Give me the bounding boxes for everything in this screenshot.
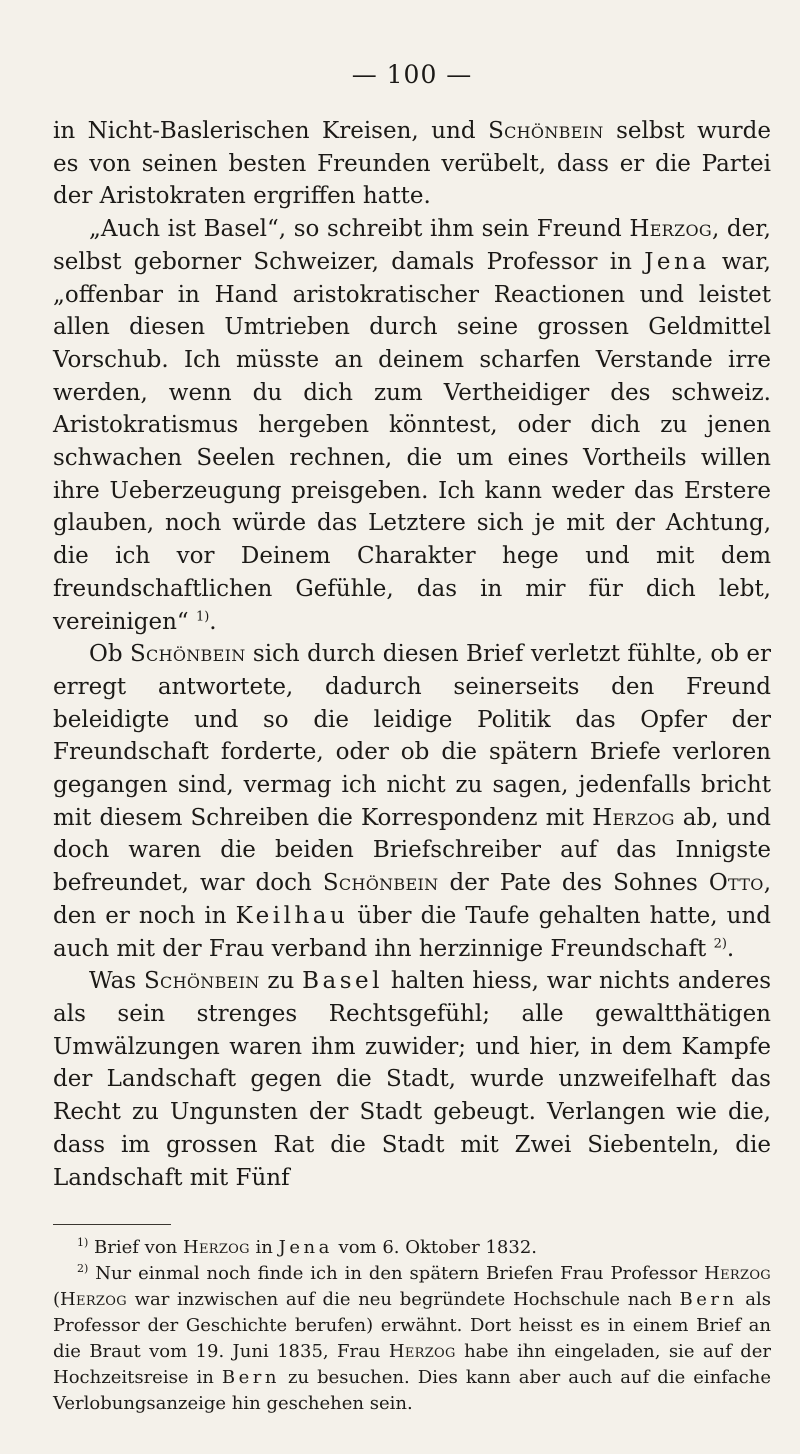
footnote — [53, 1261, 771, 1417]
person-name: Schönbein — [488, 118, 604, 144]
text-run: , der, selbst geborner Schweizer, damals Professor in — [53, 216, 771, 275]
person-name: Herzog — [592, 804, 675, 831]
text-run: über die Taufe gehalten hatte, und auch mit der Frau verband ihn herzinnige Freundschaft — [53, 902, 771, 962]
text-run: Brief von — [88, 1237, 183, 1259]
text-run: in Nicht-Baslerischen Kreisen, und — [53, 118, 489, 144]
main-text — [53, 115, 771, 1194]
place-name: Jena — [278, 1237, 333, 1259]
text-run: sich durch diesen Brief verletzt fühlte, ob er erregt antwortete, dadurch seinerseits den Freund beleidigte und so die leidige Politik das Opfer der Freundschaft forderte, oder ob die spätern Briefe verloren gegangen sind, vermag ich nicht zu sagen, jedenfalls bricht mit diesem Schreiben die Korrespondenz mit — [53, 641, 771, 831]
text-run: . — [726, 935, 735, 962]
footnote-marker: 1) — [77, 1236, 89, 1250]
text-run: Nur einmal noch finde ich in den spätern Briefen Frau Professor — [88, 1263, 705, 1285]
text-run: zu — [259, 968, 303, 995]
paragraph — [53, 965, 771, 1194]
person-name: Schönbein — [144, 968, 260, 995]
text-run: „Auch ist Basel“, so schreibt ihm sein Freund — [89, 216, 630, 243]
text-run: war, „offenbar in Hand aristokratischer Reactionen und leistet allen diesen Umtrieben durch seine grossen Geldmittel Vorschub. Ich müsste an deinem scharfen Verstande irre werden, wenn du dich zum Vertheidiger des schweiz. Aristokratismus hergeben könntest, oder dich zu jenen schwachen Seelen rechnen, die um eines Vortheils willen ihre Ueberzeugung preisgeben. Ich kann weder das Erstere glauben, noch würde das Letztere sich je mit der Achtung, die ich vor Deinem Charakter hege und mit dem freundschaftlichen Gefühle, das in mir für dich lebt, vereinigen“ — [53, 248, 771, 635]
person-name: Schönbein — [129, 641, 246, 668]
person-name: Schönbein — [322, 870, 439, 897]
place-name: Bern — [221, 1367, 280, 1389]
text-run: selbst wurde es von seinen besten Freunden verübelt, dass er die Partei der Aristokraten ergriffen hatte. — [53, 118, 771, 210]
text-run: als Professor der Geschichte berufen) erwähnt. Dort heisst es in einem Brief an die Braut vom 19. Juni 1835, Frau — [53, 1289, 771, 1363]
text-run: habe ihn eingeladen, sie auf der Hochzeitsreise in — [53, 1341, 771, 1389]
text-run: in — [249, 1237, 279, 1259]
paragraph — [53, 638, 771, 965]
person-name: Otto — [708, 870, 764, 897]
text-run: war inzwischen auf die neu begründete Hochschule nach — [126, 1289, 680, 1311]
paragraph — [53, 213, 771, 638]
footnote-separator — [53, 1224, 171, 1225]
text-run: zu besuchen. Dies kann aber auch auf die einfache Verlobungsanzeige hin geschehen sein. — [53, 1367, 771, 1415]
place-name: Jena — [644, 248, 710, 275]
text-run: . — [209, 608, 217, 635]
text-run: ( — [53, 1289, 61, 1311]
person-name: Herzog — [388, 1341, 456, 1363]
text-run: ab, und doch waren die beiden Briefschreiber auf das Innigste befreundet, war doch — [53, 804, 772, 897]
person-name: Herzog — [60, 1289, 127, 1311]
text-run: Was — [89, 968, 144, 995]
place-name: Keilhau — [235, 902, 349, 929]
footnote-marker: 2) — [713, 935, 727, 951]
text-run: halten hiess, war nichts anderes als sein strenges Rechtsgefühl; alle gewaltthätigen Umwälzungen waren ihm zuwider; und hier, in dem Kampfe der Landschaft gegen die Stadt, wurde unzweifelhaft das Recht zu Ungunsten der Stadt gebeugt. Verlangen wie die, dass im grossen Rat die Stadt mit Zwei Siebenteln, die Landschaft mit Fünf — [53, 968, 772, 1191]
footnote — [53, 1235, 771, 1261]
book-page — [53, 60, 771, 1417]
text-run: vom 6. Oktober 1832. — [332, 1237, 538, 1259]
person-name: Herzog — [629, 216, 712, 243]
page-number: — 100 — — [351, 60, 473, 89]
footnotes — [53, 1235, 771, 1417]
place-name: Bern — [679, 1289, 738, 1311]
paragraph — [53, 115, 771, 213]
footnote-marker: 2) — [77, 1262, 89, 1276]
text-run: der Pate des Sohnes — [438, 870, 709, 897]
person-name: Herzog — [704, 1263, 771, 1285]
footnote-marker: 1) — [195, 608, 210, 624]
place-name: Basel — [302, 968, 384, 995]
text-run: Ob — [89, 641, 130, 668]
text-run: , den er noch in — [53, 870, 771, 929]
person-name: Herzog — [182, 1237, 250, 1259]
